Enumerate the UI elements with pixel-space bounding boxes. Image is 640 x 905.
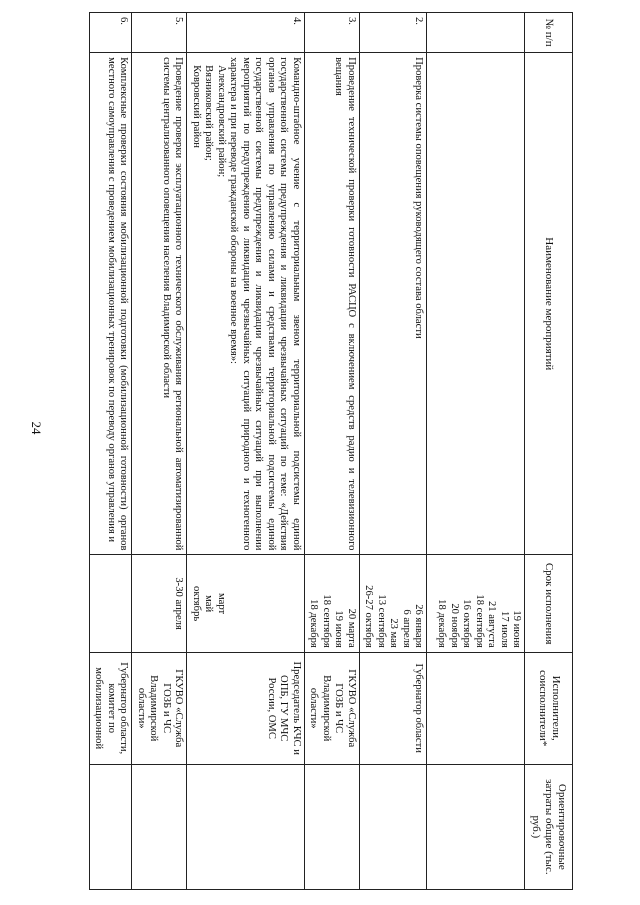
row-exec: Губернатор области <box>359 652 427 764</box>
row-dates <box>89 555 132 652</box>
row-exec: ГКУВО «Служба ГОЗБ и ЧС Владимирской области» <box>132 652 187 764</box>
date-item: 26 января <box>413 604 425 648</box>
table-header-row <box>525 13 573 890</box>
row-cost <box>132 764 187 889</box>
row-name <box>427 53 525 555</box>
date-item: март <box>215 593 227 615</box>
district-item: Ковровский район <box>190 65 202 148</box>
date-item: 18 декабря <box>308 599 320 648</box>
row-num: 4. <box>187 13 305 53</box>
header-num: № п/п <box>525 13 573 53</box>
header-date: Срок исполнения <box>525 555 573 652</box>
row-cost <box>427 764 525 889</box>
row-name: Командно-штабное учение с территориальным звеном территориальной подсистемы единой государственной системы предупреждения и ликвидации чрезвычайных ситуаций по теме: «Действия органов управления по управлению силами и средствами территориальной подсистемы единой государственной системы предупреждения и ликвидации чрезвычайных ситуаций при выполнении мероприятий по предупреждению и ликвидации чрезвычайных ситуаций природного и техногенного характера и при переводе гражданской обороны на военное время»: <box>228 57 302 551</box>
events-table <box>89 12 573 890</box>
row-dates <box>187 555 305 652</box>
date-item: 16 октября <box>461 599 473 648</box>
date-item: 19 июня <box>511 610 523 648</box>
table-row <box>304 13 359 890</box>
row-dates <box>304 555 359 652</box>
table-row <box>187 13 305 890</box>
header-exec: Исполнители, соисполнители* <box>525 652 573 764</box>
table-row <box>89 13 132 890</box>
row-num: 2. <box>359 13 427 53</box>
date-item: 19 июня <box>333 610 345 648</box>
row-dates <box>359 555 427 652</box>
table-row <box>359 13 427 890</box>
row-dates <box>132 555 187 652</box>
row-name: Проведение технической проверки готовности РАСЦО с включением средств радио и телевизионного вещания <box>304 53 359 555</box>
row-num <box>427 13 525 53</box>
row-exec <box>427 652 525 764</box>
district-item: Вязниковский район; <box>203 65 215 161</box>
row-cost <box>359 764 427 889</box>
row-num: 3. <box>304 13 359 53</box>
date-item: 18 декабря <box>436 599 448 648</box>
date-item: 18 сентября <box>473 594 485 648</box>
row-name: Комплексные проверки состояния мобилизационной подготовки (мобилизационной готовности) органов местного самоуправления с проведением мобилизационных тренировок по переводу органов управления и <box>105 57 130 551</box>
row-name: Проведение проверки эксплуатационного технического обслуживания региональной автоматизированной системы централизованного оповещения населения Владимирской области <box>132 53 187 555</box>
date-item: октябрь <box>190 586 202 622</box>
row-exec: ГКУВО «Служба ГОЗБ и ЧС Владимирской области» <box>304 652 359 764</box>
row-dates <box>427 555 525 652</box>
row-name: Проверка системы оповещения руководящего состава области <box>359 53 427 555</box>
row-cost <box>187 764 305 889</box>
row-cost <box>89 764 132 889</box>
date-item: 17 июля <box>498 611 510 648</box>
row-exec: Губернатор области, комитет по мобилизационной <box>89 652 132 764</box>
table-row <box>427 13 525 890</box>
date-item: 20 ноября <box>448 603 460 648</box>
row-num: 6. <box>89 13 132 53</box>
table-row <box>132 13 187 890</box>
row-cost <box>304 764 359 889</box>
date-item: 23 мая <box>388 618 400 648</box>
date-item: 26-27 октября <box>363 585 375 648</box>
date-item: 21 августа <box>486 601 498 648</box>
district-item: Александровский район; <box>215 65 227 178</box>
row-name-cell <box>187 53 305 555</box>
date-item: 6 апреля <box>400 609 412 648</box>
row-num: 5. <box>132 13 187 53</box>
date-item: май <box>203 595 215 613</box>
date-item: 20 марта <box>345 608 357 648</box>
date-item: 13 сентября <box>375 594 387 648</box>
header-name: Наименование мероприятий <box>525 53 573 555</box>
header-cost: Ориентировочные затраты общие (тыс. руб.) <box>525 764 573 889</box>
page-number: 24 <box>29 421 44 435</box>
row-name-cell <box>89 53 132 555</box>
date-item: 18 сентября <box>320 594 332 648</box>
row-exec: Председатель КЧС и ОПБ, ГУ МЧС России, ОМС <box>187 652 305 764</box>
date-item: 3-30 апреля <box>173 577 185 630</box>
